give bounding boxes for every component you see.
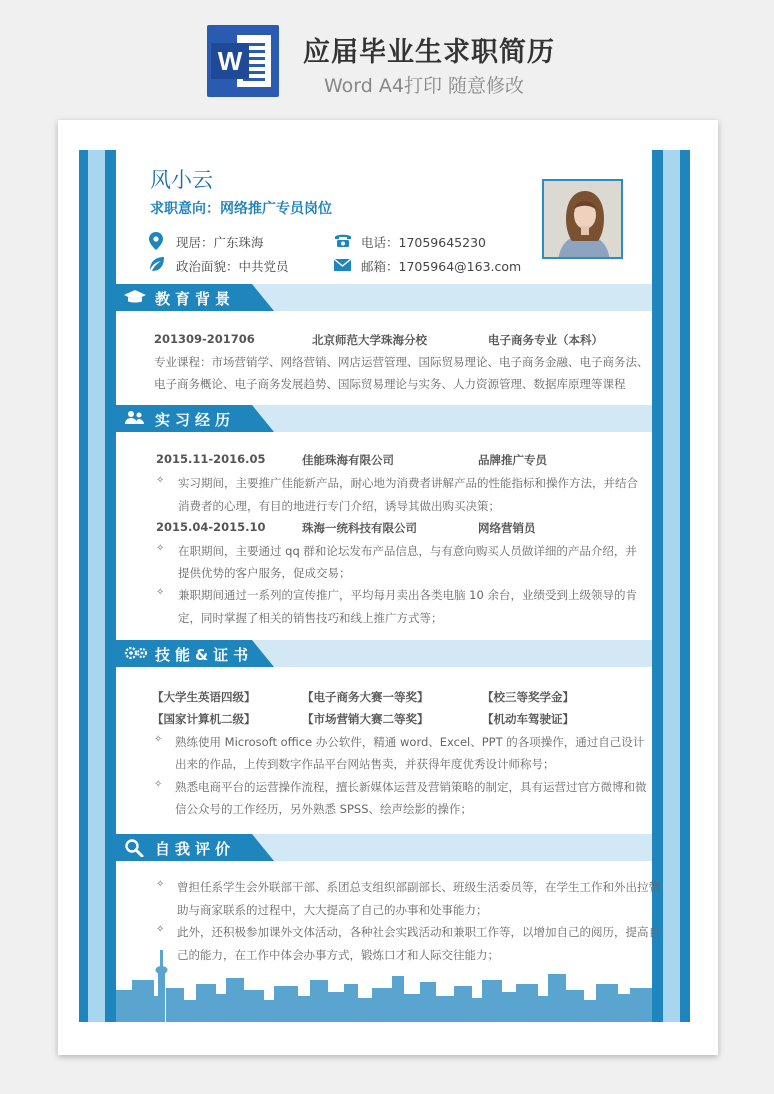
section-header-experience <box>116 405 652 432</box>
cert-item: 【大学生英语四级】 <box>152 690 256 704</box>
bullet-icon: ✧ <box>156 543 165 554</box>
magnifier-icon <box>124 839 144 857</box>
cert-item: 【校三等奖学金】 <box>482 690 574 704</box>
skill1-line1: 熟练使用 Microsoft office 办公软件，精通 word、Excel、PPT 的各项操作，通过自己设计 <box>175 735 645 749</box>
right-stripe-light <box>663 150 680 1022</box>
job2-company: 珠海一统科技有限公司 <box>302 521 417 535</box>
section-header-skills <box>116 640 652 667</box>
gears-icon <box>124 645 148 661</box>
cert-item: 【机动车驾驶证】 <box>482 712 574 726</box>
job1-desc-line1: 实习期间，主要推广佳能新产品，耐心地为消费者讲解产品的性能指标和操作方法，并结合 <box>178 476 638 490</box>
education-courses-line1: 专业课程：市场营销学、网络营销、网店运营管理、国际贸易理论、电子商务金融、电子商务法、 <box>154 355 649 369</box>
education-courses-line2: 电子商务概论、电子商务发展趋势、国际贸易理论与实务、人力资源管理、数据库原理等课程 <box>154 377 626 391</box>
cert-item: 【国家计算机二级】 <box>152 712 256 726</box>
left-stripe-dark <box>79 150 88 1022</box>
location-icon <box>149 232 163 250</box>
job2-desc2-line2: 定，同时掌握了相关的销售技巧和线上推广方式等； <box>178 611 443 625</box>
job2-role: 网络营销员 <box>478 521 536 535</box>
section-title-skills: 技能&证书 <box>155 646 254 664</box>
bullet-icon: ✧ <box>156 879 165 890</box>
job1-period: 2015.11-2016.05 <box>156 452 266 466</box>
section-title-self: 自我评价 <box>155 840 236 858</box>
job2-desc1-line1: 在职期间，主要通过 qq 群和论坛发布产品信息，与有意向购买人员做详细的产品介绍，并 <box>178 544 637 558</box>
job1-desc-line2: 消费者的心理，有目的地进行专门介绍，诱导其做出购买决策； <box>178 499 500 513</box>
phone-icon <box>334 232 352 248</box>
phone-text: 电话：17059645230 <box>361 235 486 250</box>
city-skyline-decoration <box>116 940 652 1022</box>
bullet-icon: ✧ <box>156 475 165 486</box>
section-title-experience: 实习经历 <box>155 411 236 429</box>
cert-item: 【电子商务大赛一等奖】 <box>302 690 429 704</box>
education-school: 北京师范大学珠海分校 <box>312 333 427 347</box>
job1-company: 佳能珠海有限公司 <box>302 453 394 467</box>
word-logo-letter: W <box>211 43 249 79</box>
resume-page <box>58 120 718 1055</box>
left-stripe-light <box>88 150 105 1022</box>
self-eval2-line2: 己的能力，在工作中体会办事方式，锻炼口才和人际交往能力； <box>177 948 499 962</box>
banner-title: 应届毕业生求职简历 <box>303 37 555 68</box>
bullet-icon: ✧ <box>156 587 165 598</box>
job2-period: 2015.04-2015.10 <box>156 520 266 534</box>
word-logo-icon <box>207 25 279 97</box>
education-major: 电子商务专业（本科） <box>488 333 603 347</box>
section-title-education: 教育背景 <box>155 290 236 308</box>
skill2-line2: 信公众号的工作经历，另外熟悉 SPSS、绘声绘影的操作； <box>175 802 472 816</box>
job2-desc2-line1: 兼职期间通过一系列的宣传推广，平均每月卖出各类电脑 10 余台，业绩受到上级领导的肯 <box>178 588 637 602</box>
bullet-icon: ✧ <box>154 779 163 790</box>
self-eval2-line1: 此外，还积极参加课外文体活动，各种社会实践活动和兼职工作等，以增加自己的阅历，提高自 <box>177 925 660 939</box>
leaf-icon <box>149 256 165 272</box>
skill1-line2: 出来的作品，上传到数字作品平台网站售卖，并获得年度优秀设计师称号； <box>175 757 555 771</box>
email-icon <box>334 259 351 271</box>
candidate-name: 风小云 <box>150 168 213 192</box>
skill2-line1: 熟悉电商平台的运营操作流程，擅长新媒体运营及营销策略的制定，具有运营过官方微博和微 <box>175 780 647 794</box>
bullet-icon: ✧ <box>154 734 163 745</box>
section-header-education <box>116 284 652 311</box>
bullet-icon: ✧ <box>156 924 165 935</box>
job2-desc1-line2: 提供优势的客户服务，促成交易； <box>178 566 351 580</box>
residence-text: 现居：广东珠海 <box>176 235 264 250</box>
page-banner <box>0 0 774 118</box>
left-stripe-inner <box>105 150 116 1022</box>
graduation-cap-icon <box>124 289 146 305</box>
banner-subtitle: Word A4打印 随意修改 <box>324 75 525 97</box>
self-eval1-line2: 助与商家联系的过程中，大大提高了自己的办事和处事能力； <box>177 903 488 917</box>
people-icon <box>124 410 146 426</box>
job1-role: 品牌推广专员 <box>478 453 547 467</box>
email-text: 邮箱：1705964@163.com <box>361 259 522 274</box>
right-stripe-dark <box>680 150 690 1022</box>
section-header-self <box>116 834 652 861</box>
job-intent: 求职意向：网络推广专员岗位 <box>150 201 332 217</box>
political-status-text: 政治面貌：中共党员 <box>176 259 289 274</box>
education-period: 201309-201706 <box>154 332 255 346</box>
cert-item: 【市场营销大赛二等奖】 <box>302 712 429 726</box>
self-eval1-line1: 曾担任系学生会外联部干部、系团总支组织部副部长、班级生活委员等，在学生工作和外出拉赞 <box>177 880 660 894</box>
profile-photo <box>542 179 623 259</box>
